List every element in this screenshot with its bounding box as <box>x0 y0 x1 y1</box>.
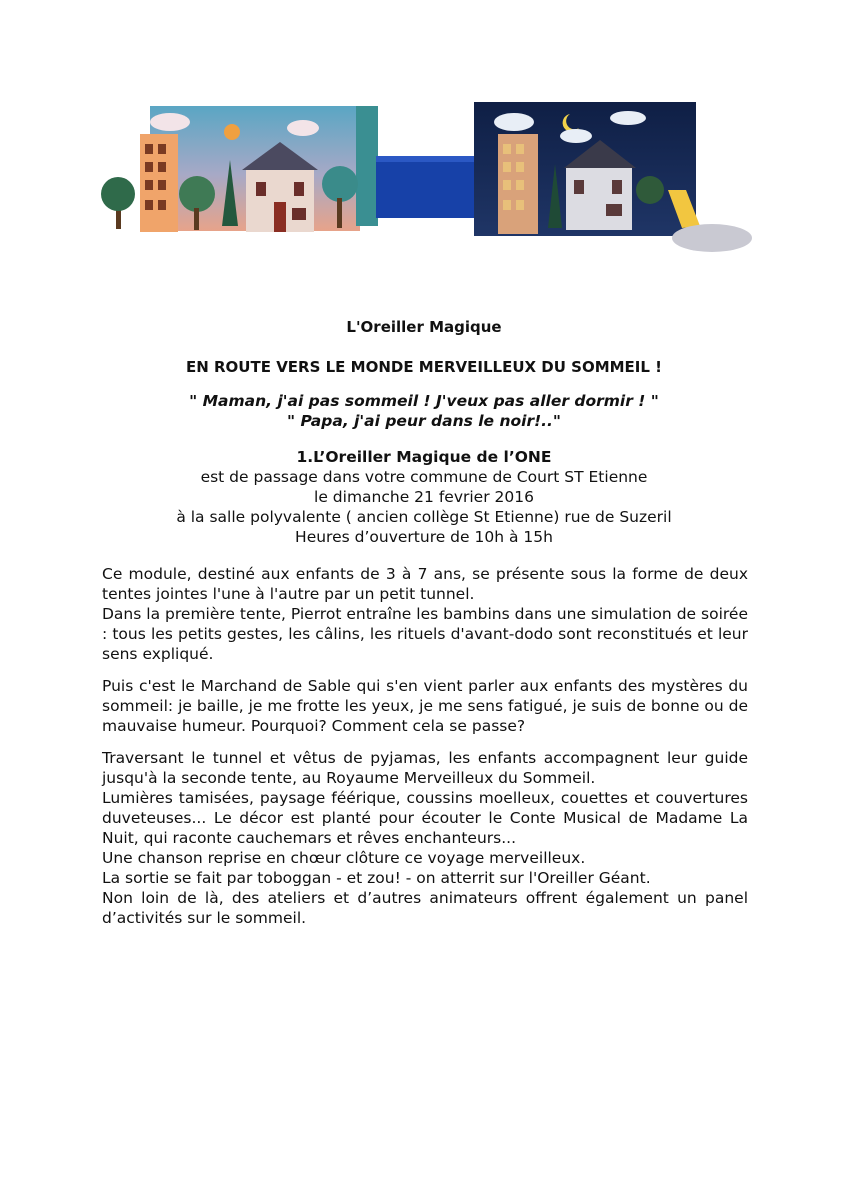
event-hours: Heures d’ouverture de 10h à 15h <box>295 528 553 546</box>
event-location: à la salle polyvalente ( ancien collège St Etienne) rue de Suzeril <box>176 508 672 526</box>
paragraph: Une chanson reprise en chœur clôture ce voyage merveilleux. <box>102 849 586 867</box>
event-info <box>100 447 748 547</box>
paragraph: Traversant le tunnel et vêtus de pyjamas, les enfants accompagnent leur guide jusqu'à la seconde tente, au Royaume Merveilleux du Sommeil. <box>102 749 748 787</box>
quote-block <box>100 391 748 431</box>
paragraph: La sortie se fait par toboggan - et zou! - on atterrit sur l'Oreiller Géant. <box>102 869 651 887</box>
paragraph: Non loin de là, des ateliers et d’autres animateurs offrent également un panel d’activités sur le sommeil. <box>102 889 748 927</box>
body-text <box>102 564 748 928</box>
quote-line: " Maman, j'ai pas sommeil ! J'veux pas aller dormir ! " <box>189 392 659 410</box>
paragraph: Puis c'est le Marchand de Sable qui s'en vient parler aux enfants des mystères du sommeil: je baille, je me frotte les yeux, je me sens fatigué, je suis de bonne ou de mauvaise humeur. Pourquoi? Comment cela se passe? <box>102 677 748 735</box>
event-line: est de passage dans votre commune de Court ST Etienne <box>200 468 648 486</box>
event-heading: 1.L’Oreiller Magique de l’ONE <box>296 448 552 466</box>
quote-line: " Papa, j'ai peur dans le noir!.." <box>286 412 562 430</box>
paragraph: Ce module, destiné aux enfants de 3 à 7 ans, se présente sous la forme de deux tentes jointes l'une à l'autre par un petit tunnel. <box>102 565 748 603</box>
document-subtitle: EN ROUTE VERS LE MONDE MERVEILLEUX DU SOMMEIL ! <box>185 358 662 376</box>
document-title: L'Oreiller Magique <box>346 318 502 336</box>
tent-decor-photo <box>100 98 752 260</box>
event-date: le dimanche 21 fevrier 2016 <box>314 488 534 506</box>
paragraph: Dans la première tente, Pierrot entraîne les bambins dans une simulation de soirée : tous les petits gestes, les câlins, les rituels d'avant-dodo sont reconstitués et leur sens expliqué. <box>102 605 748 663</box>
paragraph: Lumières tamisées, paysage féérique, coussins moelleux, couettes et couvertures duveteuses... Le décor est planté pour écouter le Conte Musical de Madame La Nuit, qui raconte cauchemars et rêves enchanteurs... <box>102 789 748 847</box>
